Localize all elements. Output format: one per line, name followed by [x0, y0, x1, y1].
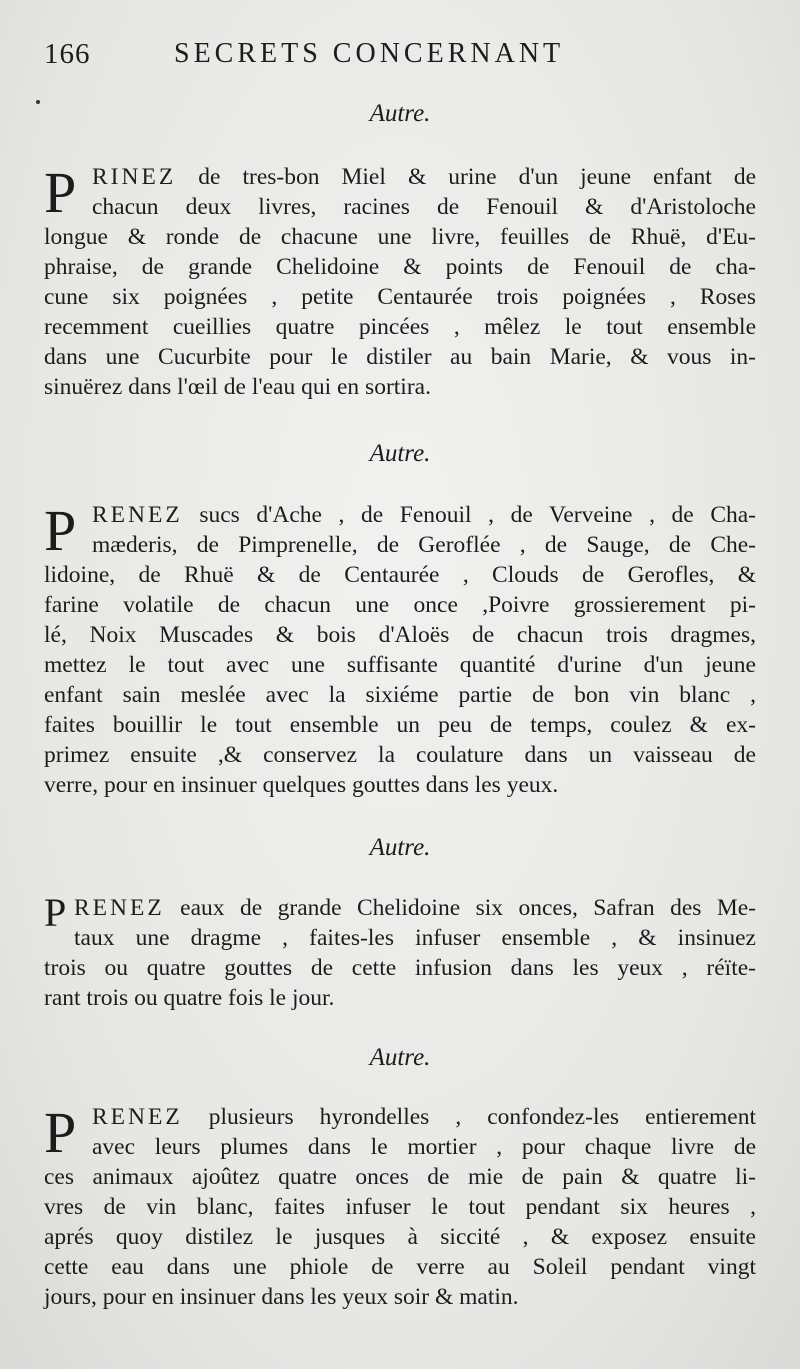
paragraph-line: longue & ronde de chacune une livre, feuilles de Rhuë, d'Eu-	[44, 224, 756, 250]
paragraph-line: RENEZ plusieurs hyrondelles , confondez-les entierement	[92, 1104, 756, 1130]
recipe-paragraph	[44, 162, 756, 402]
paragraph-line: enfant sain meslée avec la sixiéme partie de bon vin blanc ,	[44, 682, 756, 708]
running-header	[44, 38, 764, 78]
recipe-paragraph	[44, 890, 756, 1013]
paragraph-line: mæderis, de Pimprenelle, de Geroflée , de Sauge, de Che-	[92, 532, 756, 558]
paragraph-line: mettez le tout avec une suffisante quantité d'urine d'un jeune	[44, 652, 756, 678]
paragraph-line: lé, Noix Muscades & bois d'Aloës de chacun trois dragmes,	[44, 622, 756, 648]
opening-word: RENEZ	[92, 1104, 183, 1130]
paragraph-line: faites bouillir le tout ensemble un peu de temps, coulez & ex-	[44, 712, 756, 738]
paragraph-line: farine volatile de chacun une once ,Poivre grossierement pi-	[44, 592, 756, 618]
drop-cap: P	[44, 160, 77, 225]
paragraph-line: RENEZ sucs d'Ache , de Fenouil , de Verveine , de Cha-	[92, 502, 757, 528]
recipe-paragraph	[44, 1102, 756, 1312]
paragraph-line: sinuërez dans l'œil de l'eau qui en sortira.	[44, 374, 431, 400]
section-heading: Autre.	[369, 440, 431, 467]
paragraph-line: cette eau dans une phiole de verre au Soleil pendant vingt	[44, 1254, 756, 1280]
paragraph-line: aprés quoy distilez le jusques à siccité , & exposez ensuite	[44, 1224, 756, 1250]
drop-cap: P	[44, 890, 67, 935]
paragraph-line: avec leurs plumes dans le mortier , pour chaque livre de	[92, 1134, 756, 1160]
opening-word: RINEZ	[92, 164, 177, 190]
paragraph-line: jours, pour en insinuer dans les yeux soir & matin.	[44, 1284, 519, 1310]
paragraph-line: RINEZ de tres-bon Miel & urine d'un jeune enfant de	[92, 164, 756, 190]
paragraph-line: verre, pour en insinuer quelques gouttes dans les yeux.	[44, 772, 559, 798]
drop-cap: P	[44, 498, 77, 563]
recipe-paragraph	[44, 500, 756, 800]
running-title: SECRETS CONCERNANT	[174, 38, 565, 69]
section-heading: Autre.	[369, 100, 431, 127]
opening-word: RENEZ	[74, 895, 165, 921]
paragraph-line: dans une Cucurbite pour le distiler au bain Marie, & vous in-	[44, 344, 756, 370]
paragraph-line: taux une dragme , faites-les infuser ensemble , & insinuez	[74, 925, 756, 951]
drop-cap: P	[44, 1100, 77, 1165]
page-number: 166	[44, 38, 91, 70]
paragraph-line: RENEZ eaux de grande Chelidoine six onces, Safran des Me-	[74, 895, 756, 921]
paragraph-line: ces animaux ajoûtez quatre onces de mie de pain & quatre li-	[44, 1164, 756, 1190]
paragraph-line: rant trois ou quatre fois le jour.	[44, 985, 335, 1011]
paragraph-line: primez ensuite ,& conservez la coulature dans un vaisseau de	[44, 742, 756, 768]
paragraph-line: cune six poignées , petite Centaurée trois poignées , Roses	[44, 284, 756, 310]
paragraph-line: trois ou quatre gouttes de cette infusion dans les yeux , réïte-	[44, 955, 756, 981]
paragraph-line: phraise, de grande Chelidoine & points de Fenouil de cha-	[44, 254, 756, 280]
section-heading: Autre.	[369, 834, 431, 861]
paragraph-line: vres de vin blanc, faites infuser le tout pendant six heures ,	[44, 1194, 756, 1220]
paragraph-line: lidoine, de Rhuë & de Centaurée , Clouds de Gerofles, &	[44, 562, 756, 588]
paragraph-line: recemment cueillies quatre pincées , mêlez le tout ensemble	[44, 314, 756, 340]
section-heading: Autre.	[369, 1044, 431, 1071]
paragraph-line: chacun deux livres, racines de Fenouil & d'Aristoloche	[92, 194, 756, 220]
opening-word: RENEZ	[92, 502, 183, 528]
